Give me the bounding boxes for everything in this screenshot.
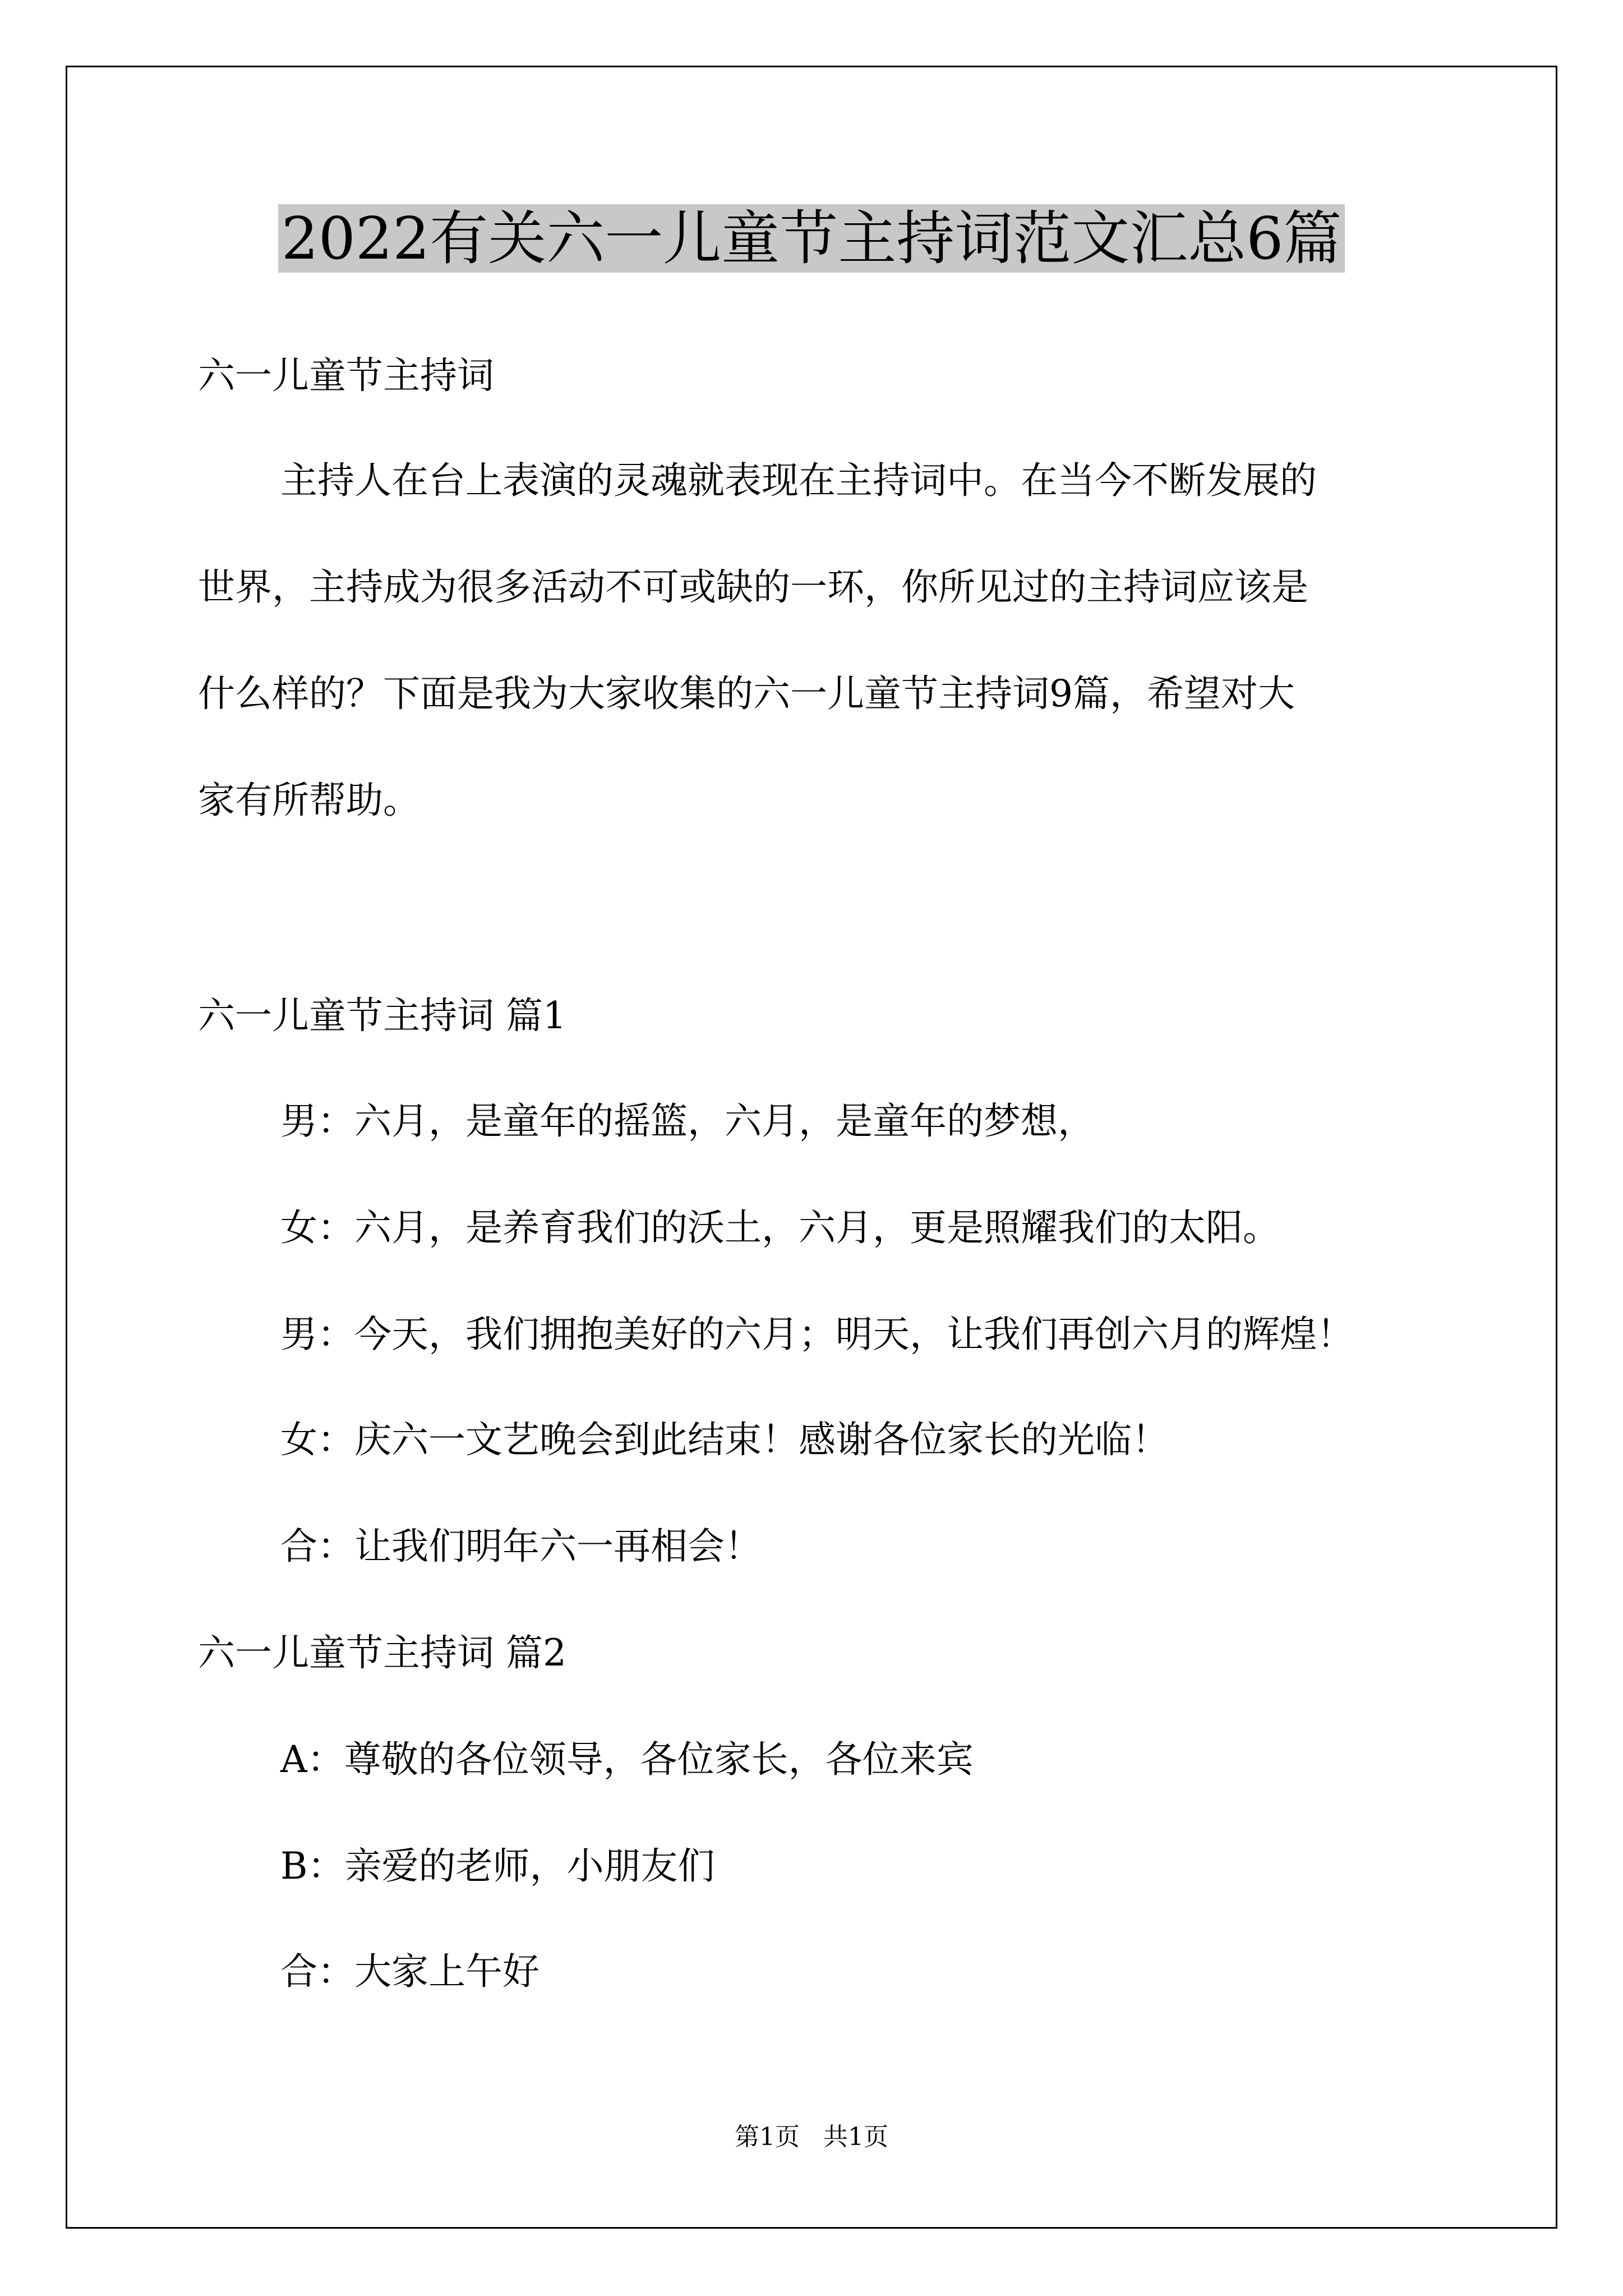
- intro-heading: 六一儿童节主持词: [198, 354, 494, 397]
- dialogue-line: 合：大家上午好: [280, 1950, 540, 1993]
- intro-paragraph-line: 主持人在台上表演的灵魂就表现在主持词中。在当今不断发展的: [280, 459, 1317, 502]
- dialogue-line: A：尊敬的各位领导，各位家长，各位来宾: [280, 1738, 974, 1781]
- section-heading-1: 六一儿童节主持词 篇1: [198, 994, 566, 1037]
- dialogue-line: 女：庆六一文艺晚会到此结束！感谢各位家长的光临！: [280, 1418, 1169, 1461]
- document-title: [0, 199, 1623, 278]
- dialogue-line: 男：今天，我们拥抱美好的六月；明天，让我们再创六月的辉煌！: [280, 1313, 1354, 1356]
- intro-paragraph-line: 世界，主持成为很多活动不可或缺的一环，你所见过的主持词应该是: [198, 565, 1308, 609]
- page-number-footer: 第1页 共1页: [735, 2123, 888, 2151]
- dialogue-line: 男：六月，是童年的摇篮，六月，是童年的梦想，: [280, 1099, 1095, 1143]
- document-title-text: 2022有关六一儿童节主持词范文汇总6篇: [278, 204, 1345, 273]
- dialogue-line: B：亲爱的老师，小朋友们: [280, 1844, 715, 1888]
- dialogue-line: 女：六月，是养育我们的沃土，六月，更是照耀我们的太阳。: [280, 1206, 1280, 1249]
- intro-paragraph-line: 家有所帮助。: [198, 779, 420, 822]
- section-heading-2: 六一儿童节主持词 篇2: [198, 1631, 566, 1674]
- dialogue-line: 合：让我们明年六一再相会！: [280, 1525, 762, 1568]
- intro-paragraph-line: 什么样的？下面是我为大家收集的六一儿童节主持词9篇，希望对大: [198, 672, 1295, 715]
